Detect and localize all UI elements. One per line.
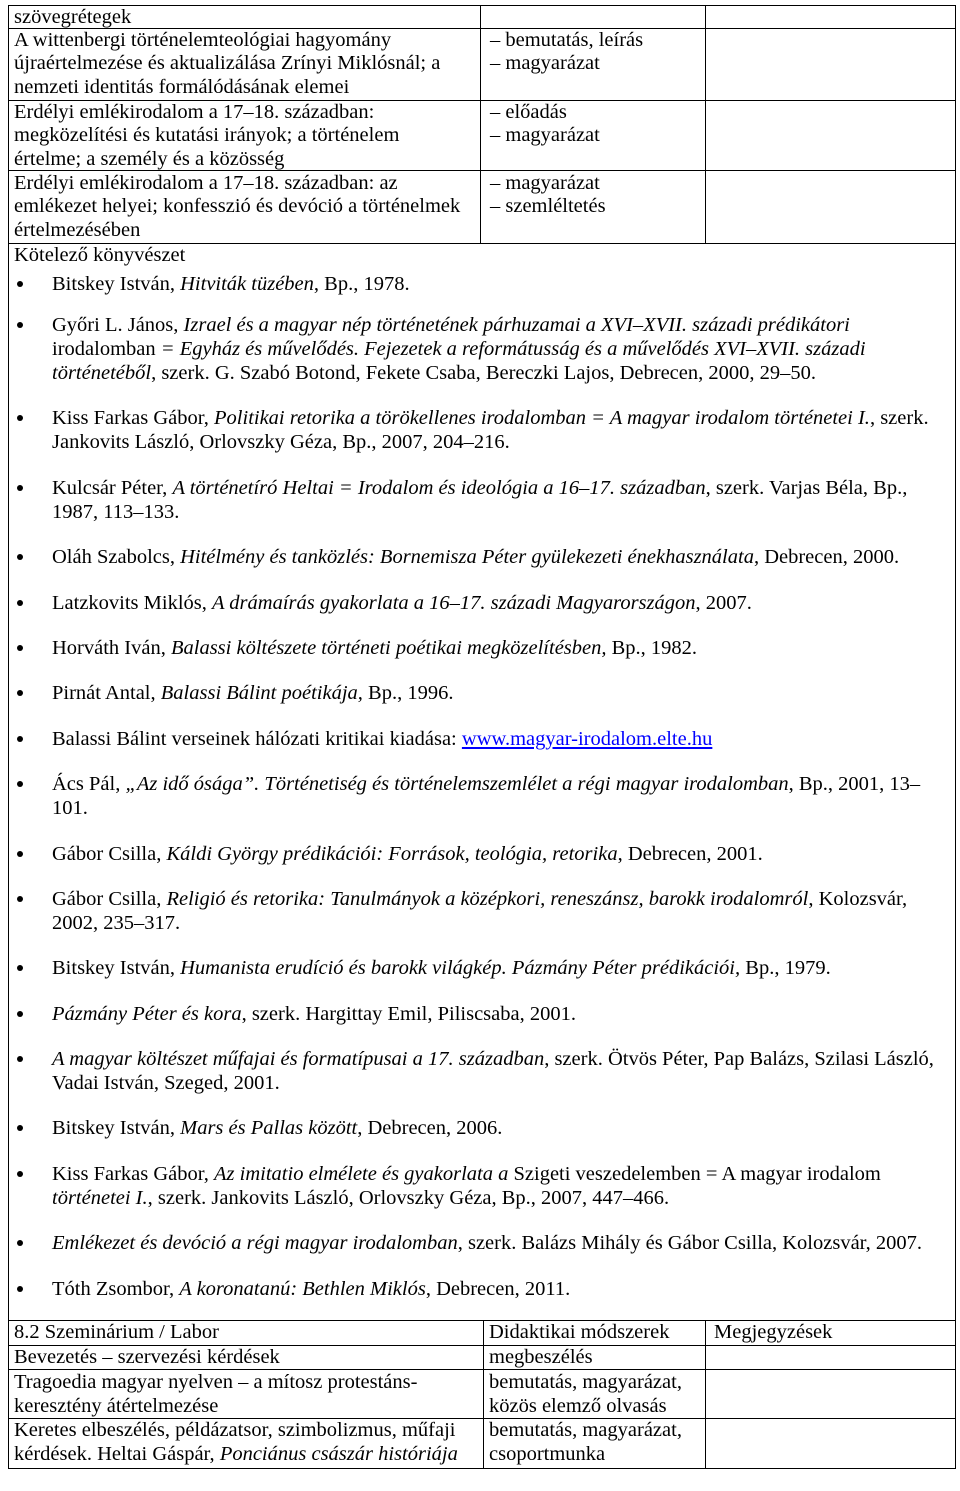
lecture-methods-cell [480, 28, 706, 101]
citation-title: történetéből [52, 362, 152, 384]
lecture-topic-cell [8, 100, 481, 171]
bibliography-item [9, 1116, 955, 1140]
bibliography-item [9, 842, 955, 866]
bibliography-line [52, 956, 955, 980]
seminar-methods-cell [483, 1418, 706, 1469]
citation-title: Humanista erudíció és barokk világkép. Pázmány Péter prédikációi, [180, 957, 741, 980]
citation-title: Balassi költészete történeti poétikai megközelítésben, [170, 636, 607, 659]
citation-text: , Kolozsvár, [808, 887, 908, 910]
citation-text: Bitskey István, [52, 1117, 181, 1140]
bibliography-cell [8, 243, 956, 1321]
citation-text: , Bp., 1978. [313, 273, 410, 295]
bibliography-item [9, 1162, 955, 1210]
bibliography-line [52, 681, 955, 705]
citation-text: , Debrecen, 2001. [617, 842, 763, 865]
bibliography-line [52, 591, 955, 615]
citation-title: Emlékezet és devóció a régi magyar irodalomban [52, 1232, 458, 1255]
lecture-methods-cell [480, 100, 706, 171]
lecture-notes-cell [705, 170, 956, 244]
bibliography-line: Jankovits László, Orlovszky Géza, Bp., 2007, 204–216. [52, 431, 510, 454]
topic-line: Erdélyi emlékirodalom a 17–18. században: [14, 101, 375, 123]
bibliography-item [9, 727, 955, 751]
method-line: bemutatás, magyarázat, [489, 1419, 682, 1441]
topic-line: újraértelmezése és aktualizálása Zrínyi Miklósnál; a [14, 52, 441, 75]
citation-text: Győri L. János, [52, 314, 184, 336]
method-line: – előadás [490, 101, 567, 123]
method-line: csoportmunka [489, 1442, 606, 1465]
citation-text: , Debrecen, 2000. [753, 546, 900, 569]
bibliography-item [9, 772, 955, 820]
citation-title: A történetíró Heltai = Irodalom és ideológia a 16–17. században [172, 476, 706, 499]
bibliography-item [9, 476, 955, 524]
method-line: megbeszélés [489, 1346, 593, 1368]
citation-text: , 2007. [695, 591, 752, 614]
citation-text: Pirnát Antal, [52, 682, 161, 705]
seminar-topic-cell [8, 1418, 484, 1469]
citation-link[interactable]: www.magyar-irodalom.elte.hu [461, 727, 713, 750]
seminar-header-topic [8, 1320, 484, 1346]
citation-title: A magyar költészet műfajai és formatípusai a 17. században [52, 1048, 545, 1071]
citation-title: Balassi Bálint poétikája, [160, 682, 363, 705]
bibliography-item [9, 1231, 955, 1255]
topic-line: keresztény átértelmezése [14, 1394, 219, 1417]
citation-text: , Debrecen, 2011. [425, 1277, 571, 1300]
citation-text: , Bp., 2001, 13– [788, 773, 921, 796]
topic-line: értelme; a személy és a közösség [14, 147, 285, 170]
method-line: – magyarázat [490, 124, 600, 147]
method-line: – szemléltetés [490, 195, 606, 218]
citation-text: Oláh Szabolcs, [52, 546, 181, 569]
topic-line: emlékezet helyei; konfesszió és devóció a történelmek [14, 195, 461, 218]
citation-title: Pázmány Péter és kora [52, 1002, 242, 1025]
citation-text: Szigeti veszedelemben = A magyar irodalom [508, 1162, 881, 1185]
citation-title: Hitviták tüzében [180, 273, 314, 295]
lecture-topic-cell [8, 5, 481, 29]
topic-line: Keretes elbeszélés, példázatsor, szimbolizmus, műfaji [14, 1419, 456, 1441]
method-line: bemutatás, magyarázat, [489, 1371, 682, 1393]
seminar-methods-cell [483, 1345, 706, 1370]
citation-title: = Egyház és művelődés. Fejezetek a reformátusság és a művelődés XVI–XVII. századi [160, 338, 866, 360]
bibliography-item [9, 887, 955, 935]
seminar-topic-cell [8, 1369, 484, 1419]
bibliography-item [9, 406, 955, 454]
citation-title: Politikai retorika a törökellenes irodalomban = A magyar irodalom történetei I. [214, 407, 870, 430]
citation-text: Latzkovits Miklós, [52, 591, 213, 614]
citation-title: Izrael és a magyar nép történetének párhuzamai a XVI–XVII. századi prédikátori [183, 314, 850, 336]
citation-text: Bp., 1979. [740, 957, 831, 980]
bibliography-line [52, 636, 955, 660]
citation-text: kérdések. Heltai Gáspár, [14, 1442, 220, 1465]
seminar-notes-cell [705, 1418, 956, 1469]
bibliography-line [52, 727, 955, 751]
topic-line [14, 1443, 483, 1467]
citation-text: Ács Pál, [52, 773, 126, 796]
bibliography-line [52, 406, 955, 430]
bibliography-line: 2002, 235–317. [52, 911, 181, 934]
citation-text: Kulcsár Péter, [52, 476, 173, 499]
bibliography-item [9, 636, 955, 660]
topic-line: Tragoedia magyar nyelven – a mítosz protestáns- [14, 1371, 418, 1393]
bibliography-line [52, 337, 955, 361]
citation-title: Káldi György prédikációi: Források, teológia, retorika [166, 842, 618, 865]
citation-title: Hitélmény és tanközlés: Bornemisza Péter gyülekezeti énekhasználata [180, 546, 754, 569]
citation-text: , szerk. Varjas Béla, Bp., [705, 476, 908, 499]
citation-text: , szerk. Jankovits László, Orlovszky Géza, Bp., 2007, 447–466. [147, 1186, 670, 1209]
bibliography-line [52, 887, 955, 911]
header-line: Didaktikai módszerek [489, 1321, 670, 1343]
citation-title: Religió és retorika: Tanulmányok a középkori, reneszánsz, barokk irodalomról [166, 887, 809, 910]
lecture-notes-cell [705, 5, 956, 29]
citation-text: Tóth Zsombor, [52, 1277, 180, 1300]
header-line: 8.2 Szeminárium / Labor [14, 1321, 219, 1343]
bibliography-list [9, 272, 955, 1301]
bibliography-item [9, 272, 955, 296]
citation-text: Bp., 1982. [606, 636, 698, 659]
seminar-methods-cell [483, 1369, 706, 1419]
seminar-topic-cell [8, 1345, 484, 1370]
citation-title: Ponciánus császár históriája [219, 1442, 458, 1465]
bibliography-line [52, 842, 955, 866]
citation-text: Bitskey István, [52, 273, 181, 295]
citation-text: , szerk. Balázs Mihály és Gábor Csilla, Kolozsvár, 2007. [457, 1232, 923, 1255]
citation-title: Mars és Pallas között [180, 1117, 358, 1140]
topic-line: értelmezésében [14, 218, 141, 241]
bibliography-heading: Kötelező könyvészet [14, 244, 186, 266]
lecture-notes-cell [705, 28, 956, 101]
citation-text: , szerk. Ötvös Péter, Pap Balázs, Szilasi László, [544, 1048, 934, 1071]
header-line: Megjegyzések [714, 1321, 833, 1343]
topic-line: Bevezetés – szervezési kérdések [14, 1346, 280, 1368]
method-line: – bemutatás, leírás [490, 29, 644, 51]
citation-title: történetei I. [52, 1186, 148, 1209]
bibliography-item [9, 1002, 955, 1026]
method-line: közös elemző olvasás [489, 1394, 667, 1417]
citation-text: Horváth Iván, [52, 636, 171, 659]
citation-text: , szerk. Hargittay Emil, Piliscsaba, 2001. [241, 1002, 576, 1025]
bibliography-line [52, 1116, 955, 1140]
seminar-notes-cell [705, 1369, 956, 1419]
citation-text: Kiss Farkas Gábor, [52, 407, 215, 430]
bibliography-line: 1987, 113–133. [52, 500, 180, 523]
bibliography-line [52, 1186, 955, 1210]
seminar-header-methods [483, 1320, 706, 1346]
bibliography-line [52, 1002, 955, 1026]
citation-text: Kiss Farkas Gábor, [52, 1162, 215, 1185]
lecture-notes-cell [705, 100, 956, 171]
bibliography-item [9, 545, 955, 569]
lecture-methods-cell [480, 170, 706, 244]
topic-line: nemzeti identitás formálódásának elemei [14, 75, 350, 98]
citation-title: Az imitatio elmélete és gyakorlata a [214, 1162, 509, 1185]
topic-line: megközelítési és kutatási irányok; a történelem [14, 124, 400, 147]
topic-line: szövegrétegek [14, 6, 132, 28]
citation-text: Bp., 1996. [362, 682, 454, 705]
bibliography-line [52, 545, 955, 569]
citation-text: Gábor Csilla, [52, 842, 167, 865]
bibliography-item [9, 313, 955, 385]
citation-text: Balassi Bálint verseinek hálózati kritikai kiadása: [52, 727, 462, 750]
bibliography-item [9, 591, 955, 615]
method-line: – magyarázat [490, 172, 600, 194]
lecture-topic-cell [8, 170, 481, 244]
topic-line: A wittenbergi történelemteológiai hagyomány [14, 29, 392, 51]
citation-text: , szerk. G. Szabó Botond, Fekete Csaba, Bereczki Lajos, Debrecen, 2000, 29–50. [151, 362, 816, 384]
citation-text: , Debrecen, 2006. [357, 1117, 503, 1140]
bibliography-line: 101. [52, 797, 88, 820]
bibliography-line [52, 772, 955, 796]
bibliography-item [9, 956, 955, 980]
bibliography-line [52, 1047, 955, 1071]
citation-text: , szerk. [869, 407, 929, 430]
method-line: – magyarázat [490, 52, 600, 75]
bibliography-item [9, 681, 955, 705]
bibliography-line [52, 476, 955, 500]
lecture-methods-cell [480, 5, 706, 29]
lecture-topic-cell [8, 28, 481, 101]
citation-title: A koronatanú: Bethlen Miklós [179, 1277, 426, 1300]
bibliography-line [52, 361, 955, 385]
citation-text: irodalomban [52, 338, 161, 360]
seminar-header-notes [705, 1320, 956, 1346]
bibliography-line: Vadai István, Szeged, 2001. [52, 1072, 280, 1095]
bibliography-item [9, 1047, 955, 1095]
seminar-notes-cell [705, 1345, 956, 1370]
citation-title: „Az idő ósága”. Történetiség és történelemszemlélet a régi magyar irodalomban [125, 773, 789, 796]
citation-text: Bitskey István, [52, 957, 181, 980]
topic-line: Erdélyi emlékirodalom a 17–18. században: az [14, 172, 398, 194]
citation-text: Gábor Csilla, [52, 887, 167, 910]
bibliography-line [52, 1277, 955, 1301]
bibliography-line [52, 1162, 955, 1186]
bibliography-line [52, 313, 955, 337]
bibliography-item [9, 1277, 955, 1301]
citation-title: A drámaírás gyakorlata a 16–17. századi Magyarországon [212, 591, 696, 614]
bibliography-line [52, 1231, 955, 1255]
bibliography-line [52, 272, 955, 296]
